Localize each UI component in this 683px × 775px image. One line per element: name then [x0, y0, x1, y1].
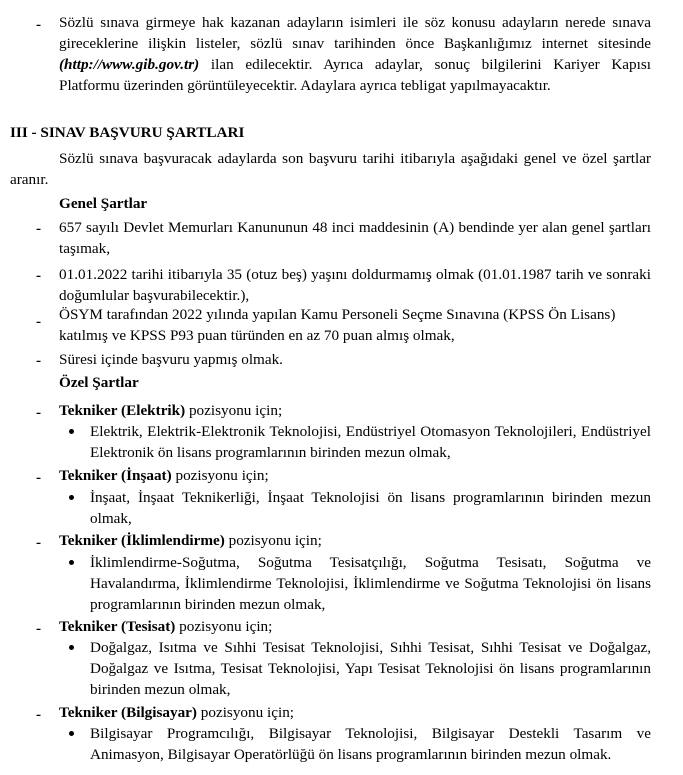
- position-title: Tekniker (Tesisat): [59, 618, 176, 635]
- general-item: 01.01.2022 tarihi itibarıyla 35 (otuz beş) yaşını doldurmamış olmak (01.01.1987 tarih ve sonraki doğumlular başvurabilecektir.),: [59, 266, 651, 304]
- position-dash: -: [36, 404, 42, 421]
- position-line: [59, 616, 272, 637]
- position-title: Tekniker (İklimlendirme): [59, 532, 225, 549]
- position-title: Tekniker (İnşaat): [59, 467, 172, 484]
- position-dash: -: [36, 706, 42, 723]
- position-line: [59, 465, 269, 486]
- position-detail: İklimlendirme-Soğutma, Soğutma Tesisatçılığı, Soğutma Tesisatı, Soğutma ve Havalandırma, İklimlendirme Teknolojisi, İklimlendirme ve Soğutma Teknolojisi ön lisans programlarının birinden mezun olmak,: [90, 554, 651, 613]
- position-detail: Doğalgaz, Isıtma ve Sıhhi Tesisat Teknolojisi, Sıhhi Tesisat, Sıhhi Tesisat ve Doğalgaz, Doğalgaz ve Isıtma, Tesisat Teknolojisi, Yapı Tesisat Teknolojisi ön lisans programlarının birinden mezun olmak,: [90, 639, 651, 698]
- position-dash: -: [36, 534, 42, 551]
- position-dash: -: [36, 620, 42, 637]
- position-detail: Elektrik, Elektrik-Elektronik Teknolojisi, Endüstriyel Otomasyon Teknolojileri, Endüstriyel Elektronik ön lisans programlarının birinden mezun olmak,: [90, 423, 651, 461]
- general-item: Süresi içinde başvuru yapmış olmak.: [59, 351, 283, 368]
- general-item: 657 sayılı Devlet Memurları Kanununun 48 inci maddesinin (A) bendinde yer alan genel şartları taşımak,: [59, 219, 651, 257]
- position-dash: -: [36, 469, 42, 486]
- bullet-icon: [69, 731, 74, 736]
- intro-url: (http://www.gib.gov.tr): [59, 56, 200, 73]
- intro-paragraph: [59, 12, 651, 96]
- general-item-dash: -: [36, 352, 42, 369]
- general-item-dash: -: [36, 220, 42, 237]
- general-heading: Genel Şartlar: [59, 195, 148, 212]
- special-heading: Özel Şartlar: [59, 374, 139, 391]
- general-item-dash: -: [36, 267, 42, 284]
- position-detail: İnşaat, İnşaat Teknikerliği, İnşaat Teknolojisi ön lisans programlarının birinden mezun olmak,: [90, 489, 651, 527]
- bullet-icon: [69, 495, 74, 500]
- position-line: [59, 702, 294, 723]
- position-title: Tekniker (Elektrik): [59, 402, 186, 419]
- position-suffix: pozisyonu için;: [171, 467, 269, 484]
- position-title: Tekniker (Bilgisayar): [59, 704, 197, 721]
- bullet-icon: [69, 560, 74, 565]
- position-suffix: pozisyonu için;: [175, 618, 273, 635]
- intro-dash: -: [36, 16, 42, 33]
- general-item-dash: -: [36, 313, 42, 330]
- intro-text-b: ilan edilecektir. Ayrıca adaylar, sonuç bilgilerini Kariyer Kapısı Platformu üzerinden görüntüleyecektir. Adaylara ayrıca tebligat yapılmayacaktır.: [59, 56, 651, 94]
- general-item: ÖSYM tarafından 2022 yılında yapılan Kamu Personeli Seçme Sınavına (KPSS Ön Lisans) katılmış ve KPSS P93 puan türünden en az 70 puan almış olmak,: [59, 306, 616, 344]
- position-line: [59, 530, 322, 551]
- bullet-icon: [69, 429, 74, 434]
- position-line: [59, 400, 282, 421]
- section-title: III - SINAV BAŞVURU ŞARTLARI: [10, 124, 245, 141]
- section-intro: Sözlü sınava başvuracak adaylarda son başvuru tarihi itibarıyla aşağıdaki genel ve özel şartlar aranır.: [10, 150, 651, 188]
- position-detail: Bilgisayar Programcılığı, Bilgisayar Teknolojisi, Bilgisayar Destekli Tasarım ve Animasyon, Bilgisayar Operatörlüğü ön lisans programlarının birinden mezun olmak.: [90, 725, 651, 763]
- position-suffix: pozisyonu için;: [185, 402, 283, 419]
- intro-text-a: Sözlü sınava girmeye hak kazanan adayların isimleri ile söz konusu adayların nerede sınava gireceklerine ilişkin listeler, sözlü sınav tarihinden önce Başkanlığımız internet sitesinde: [59, 14, 651, 52]
- position-suffix: pozisyonu için;: [196, 704, 295, 721]
- position-suffix: pozisyonu için;: [224, 532, 322, 549]
- bullet-icon: [69, 645, 74, 650]
